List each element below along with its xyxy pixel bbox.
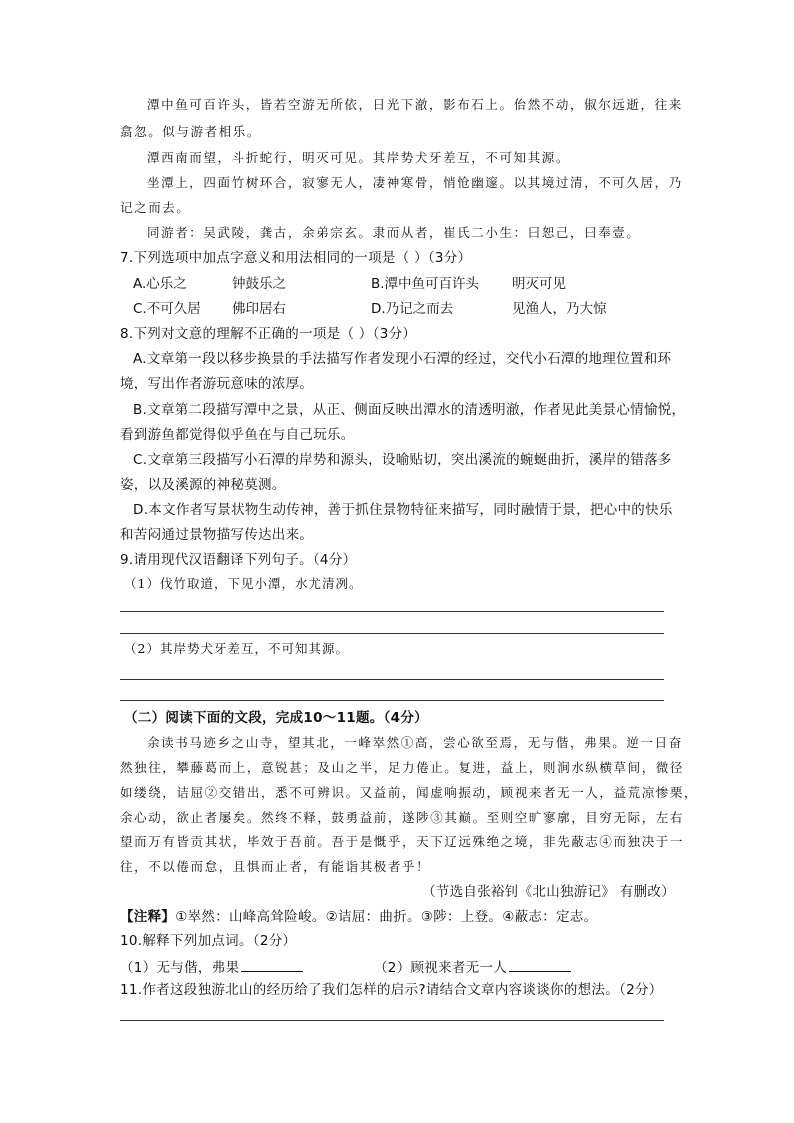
notes-text: ①崒然：山峰高耸险峻。②诘屈：曲折。③陟：上登。④蔽志：定志。: [175, 909, 598, 925]
q8-option-a-line2: 境，写出作者游玩意味的浓厚。: [120, 376, 314, 392]
passage1-p3-line1: 坐潭上，四面竹树环合，寂寥无人，凄神寒骨，悄怆幽邃。以其境过清，不可久居，乃: [147, 175, 683, 190]
q8-option-c-line2: 姿，以及溪源的神秘莫测。: [120, 477, 286, 493]
q7-option-b-1: B.潭中鱼可百许头: [371, 276, 480, 292]
section2-line-4: 余心动，欲止者屡矣。然终不释，鼓勇益前，遂陟③其巅。至则空旷寥廓，目穷无际，左右: [120, 810, 685, 825]
q7-option-a-2: 钟鼓乐之: [232, 276, 286, 292]
q10-item-1-blank[interactable]: [241, 959, 303, 972]
q7-option-d-2: 见渔人，乃大惊: [512, 301, 607, 317]
q7-option-c-1: C.不可久居: [133, 301, 201, 317]
passage1-p2: 潭西南而望，斗折蛇行，明灭可见。其岸势犬牙差互，不可知其源。: [147, 150, 571, 165]
q7-stem: 7.下列选项中加点字意义和用法相同的一项是（ ）（3分）: [120, 250, 472, 266]
q10-item-1: [120, 959, 303, 976]
section2-line-3: 如缕绕，诘屈②交错出，悉不可辨识。又益前，闻虚响振动，顾视来者无一人，益荒凉惨栗，: [120, 785, 699, 800]
section2-source: （节选自张裕钊《北山独游记》 有删改）: [422, 884, 675, 900]
q8-option-b-line1: B.文章第二段描写潭中之景，从正、侧面反映出潭水的清透明澈，作者见此美景心情愉悦，: [133, 402, 686, 418]
passage1-p3-line2: 记之而去。: [120, 200, 191, 215]
q8-stem: 8.下列对文意的理解不正确的一项是（ ）（3分）: [120, 326, 417, 342]
q7-option-c-2: 佛印居右: [232, 301, 286, 317]
section2-line-6: 往，不以倦而怠，且惧而止者，有能诣其极者乎！: [120, 859, 431, 874]
answer-line[interactable]: [120, 679, 664, 680]
q10-item-2-blank[interactable]: [509, 959, 571, 972]
q9-stem: 9.请用现代汉语翻译下列句子。（4分）: [120, 552, 357, 568]
notes-label: 【注释】: [120, 909, 176, 925]
q9-sentence-1: （1）伐竹取道，下见小潭，水尤清冽。: [124, 576, 363, 591]
section2-heading: （二）阅读下面的文段，完成10～11题。（4分）: [124, 710, 428, 726]
q8-option-c-line1: C.文章第三段描写小石潭的岸势和源头，设喻贴切，突出溪流的蜿蜒曲折，溪岸的错落多: [133, 452, 672, 468]
q8-option-a-line1: A.文章第一段以移步换景的手法描写作者发现小石潭的经过，交代小石潭的地理位置和环: [133, 351, 672, 367]
answer-line[interactable]: [120, 700, 664, 701]
q7-option-d-1: D.乃记之而去: [371, 301, 454, 317]
passage1-p4: 同游者：吴武陵，龚古，余弟宗玄。隶而从者，崔氏二小生：曰恕己，曰奉壹。: [147, 225, 641, 240]
answer-line[interactable]: [120, 633, 664, 634]
answer-line[interactable]: [120, 611, 664, 612]
q9-sentence-2: （2）其岸势犬牙差互，不可知其源。: [124, 641, 349, 656]
section2-line-1: 余读书马迹乡之山寺，望其北，一峰崒然①高，尝心欲至焉，无与偕，弗果。逆一日奋: [147, 735, 683, 750]
q10-item-2: [374, 959, 571, 976]
q8-option-b-line2: 看到游鱼都觉得似乎鱼在与自己玩乐。: [120, 427, 355, 443]
answer-line[interactable]: [120, 1020, 664, 1021]
q10-stem: 10.解释下列加点词。（2分）: [120, 933, 297, 949]
passage1-p1-line2: 翕忽。似与游者相乐。: [120, 124, 262, 139]
section2-line-5: 望而万有皆贡其状，毕效于吾前。吾于是慨乎，天下辽远殊绝之境，非先蔽志④而独决于一: [120, 834, 685, 849]
passage1-p1-line1: 潭中鱼可百许头，皆若空游无所依，日光下澈，影布石上。佁然不动，俶尔远逝，往来: [147, 97, 683, 112]
q8-option-d-line1: D.本文作者写景状物生动传神，善于抓住景物特征来描写，同时融情于景，把心中的快乐: [133, 502, 673, 518]
q10-item-1-text: （1）无与偕，弗果: [120, 960, 240, 976]
q7-option-b-2: 明灭可见: [512, 276, 566, 292]
q10-item-2-text: （2）顾视来者无一人: [374, 960, 508, 976]
section2-line-2: 然独往，攀藤葛而上，意锐甚；及山之半，足力倦止。复进，益上，则涧水纵横草间，微径: [120, 760, 685, 775]
q7-option-a-1: A.心乐之: [133, 276, 187, 292]
section2-notes: [120, 911, 597, 925]
q8-option-d-line2: 和苦闷通过景物描写传达出来。: [120, 527, 314, 543]
q11-stem: 11.作者这段独游北山的经历给了我们怎样的启示?请结合文章内容谈谈你的想法。（2分）: [120, 982, 663, 998]
